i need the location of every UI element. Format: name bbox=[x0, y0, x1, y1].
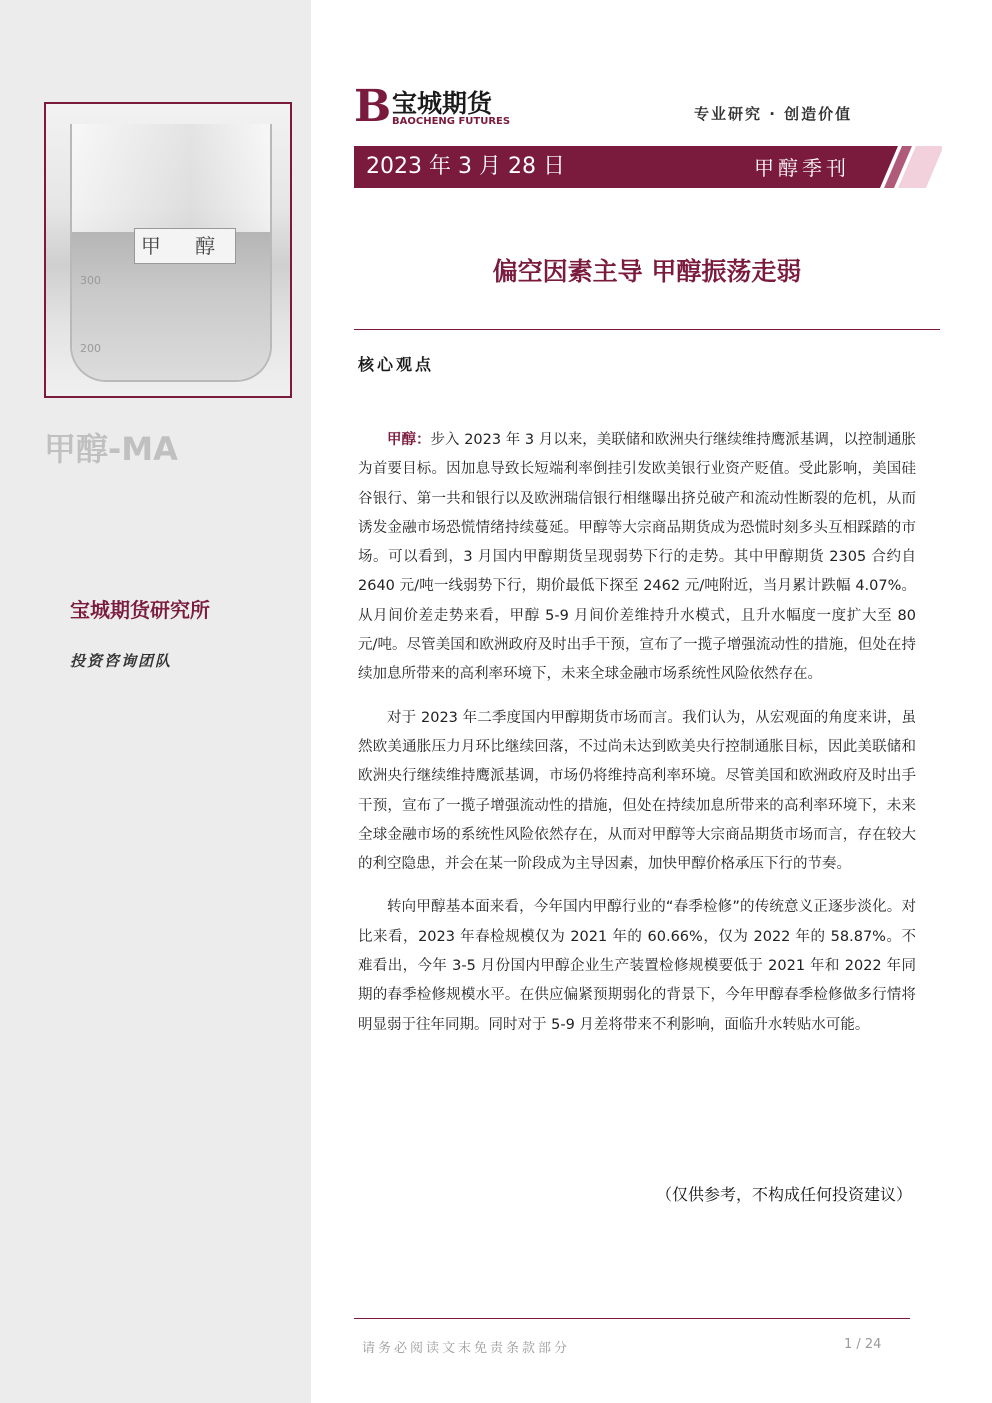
footer-notice: 请务必阅读文末免责条款部分 bbox=[362, 1341, 571, 1356]
paragraph: 转向甲醇基本面来看，今年国内甲醇行业的“春季检修”的传统意义正逐步淡化。对比来看，2023 年春检规模仅为 2021 年的 60.66%，仅为 2022 年的 58.87%。不难看出，今年 3-5 月份国内甲醇企业生产装置检修规模要低于 2021 年和 2022 年同期的春季检修规模水平。在供应偏紧预期弱化的背景下，今年甲醇春季检修做多行情将明显弱于往年同期。同时对于 5-9 月差将带来不利影响，面临升水转贴水可能。 bbox=[358, 899, 916, 1033]
headline: 偏空因素主导 甲醇振荡走弱 bbox=[492, 257, 802, 286]
logo-chinese-name: 宝城期货 bbox=[392, 89, 493, 118]
methanol-beaker-photo bbox=[44, 102, 292, 398]
report-type: 甲醇季刊 bbox=[754, 156, 850, 180]
paragraph-lead: 甲醇： bbox=[387, 432, 431, 448]
product-title: 甲醇-MA bbox=[44, 430, 178, 468]
section-title: 核心观点 bbox=[358, 355, 435, 374]
page-number: 1 / 24 bbox=[844, 1337, 882, 1352]
logo-mark-icon: B bbox=[354, 81, 392, 132]
beaker-label: 甲 醇 bbox=[134, 228, 236, 264]
divider bbox=[354, 329, 940, 330]
paragraph: 对于 2023 年二季度国内甲醇期货市场而言。我们认为，从宏观面的角度来讲，虽然欧美通胀压力月环比继续回落，不过尚未达到欧美央行控制通胀目标，因此美联储和欧洲央行继续维持鹰派基调，市场仍将维持高利率环境。尽管美国和欧洲政府及时出手干预，宣布了一揽子增强流动性的措施，但处在持续加息所带来的高利率环境下，未来全球金融市场的系统性风险依然存在，从而对甲醇等大宗商品期货市场而言，存在较大的利空隐患，并会在某一阶段成为主导因素，加快甲醇价格承压下行的节奏。 bbox=[358, 709, 916, 873]
paragraph bbox=[358, 426, 916, 690]
team-name: 投资咨询团队 bbox=[70, 652, 173, 670]
slogan: 专业研究 · 创造价值 bbox=[694, 105, 853, 123]
research-institute: 宝城期货研究所 bbox=[70, 598, 210, 622]
date-banner bbox=[354, 146, 880, 188]
sidebar bbox=[0, 0, 311, 1403]
report-date: 2023 年 3 月 28 日 bbox=[366, 154, 565, 179]
footer-divider bbox=[354, 1318, 910, 1319]
disclaimer: （仅供参考，不构成任何投资建议） bbox=[655, 1185, 912, 1204]
banner-stripes-icon bbox=[868, 146, 942, 188]
company-logo bbox=[354, 81, 524, 132]
beaker bbox=[70, 124, 272, 382]
beaker-tick: 200 bbox=[80, 342, 101, 355]
logo-english-name: BAOCHENG FUTURES bbox=[392, 116, 511, 127]
paragraph-text: 步入 2023 年 3 月以来，美联储和欧洲央行继续维持鹰派基调，以控制通胀为首要目标。因加息导致长短端利率倒挂引发欧美银行业资产贬值。受此影响，美国硅谷银行、第一共和银行以及欧洲瑞信银行相继曝出挤兑破产和流动性断裂的危机，从而诱发金融市场恐慌情绪持续蔓延。甲醇等大宗商品期货成为恐慌时刻多头互相踩踏的市场。可以看到，3 月国内甲醇期货呈现弱势下行的走势。其中甲醇期货 2305 合约自 2640 元/吨一线弱势下行，期价最低下探至 2462 元/吨附近，当月累计跌幅 4.07%。从月间价差走势来看，甲醇 5-9 月间价差维持升水模式，且升水幅度一度扩大至 80 元/吨。尽管美国和欧洲政府及时出手干预，宣布了一揽子增强流动性的措施，但处在持续加息所带来的高利率环境下，未来全球金融市场系统性风险依然存在。 bbox=[358, 432, 917, 683]
report-body bbox=[358, 426, 916, 1054]
beaker-tick: 300 bbox=[80, 274, 101, 287]
